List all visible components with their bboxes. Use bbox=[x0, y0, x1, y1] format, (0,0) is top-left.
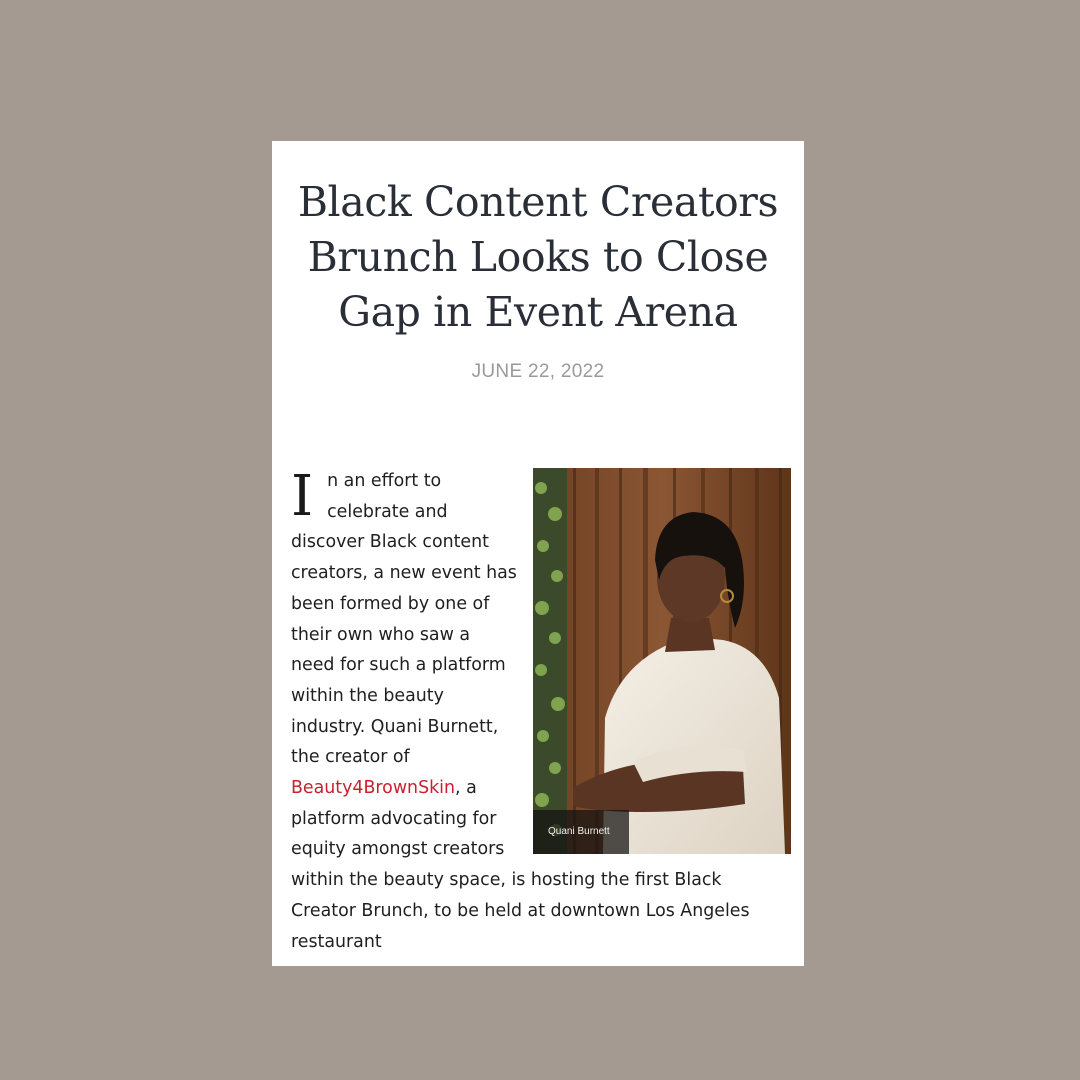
photo-caption: Quani Burnett bbox=[533, 810, 629, 854]
article-title: Black Content Creators Brunch Looks to Close Gap in Event Arena bbox=[297, 178, 779, 336]
portrait-image bbox=[533, 468, 791, 854]
article-date: JUNE 22, 2022 bbox=[471, 361, 605, 382]
article-body bbox=[291, 466, 787, 957]
article-text-continued: , a platform advocating for equity amongst creators within the beauty space, is hosting the first Black Creator Brunch, to be held at downtown Los Angeles restaurant bbox=[291, 778, 750, 952]
article-photo[interactable] bbox=[533, 468, 791, 854]
article-text-intro: n an effort to celebrate and discover Black content creators, a new event has been formed by one of their own who saw a need for such a platform within the beauty industry. Quani Burnett, the creator of bbox=[291, 471, 517, 768]
article-card bbox=[272, 141, 804, 966]
drop-cap: I bbox=[291, 464, 314, 529]
beauty4brownskin-link[interactable]: Beauty4BrownSkin bbox=[291, 778, 456, 799]
